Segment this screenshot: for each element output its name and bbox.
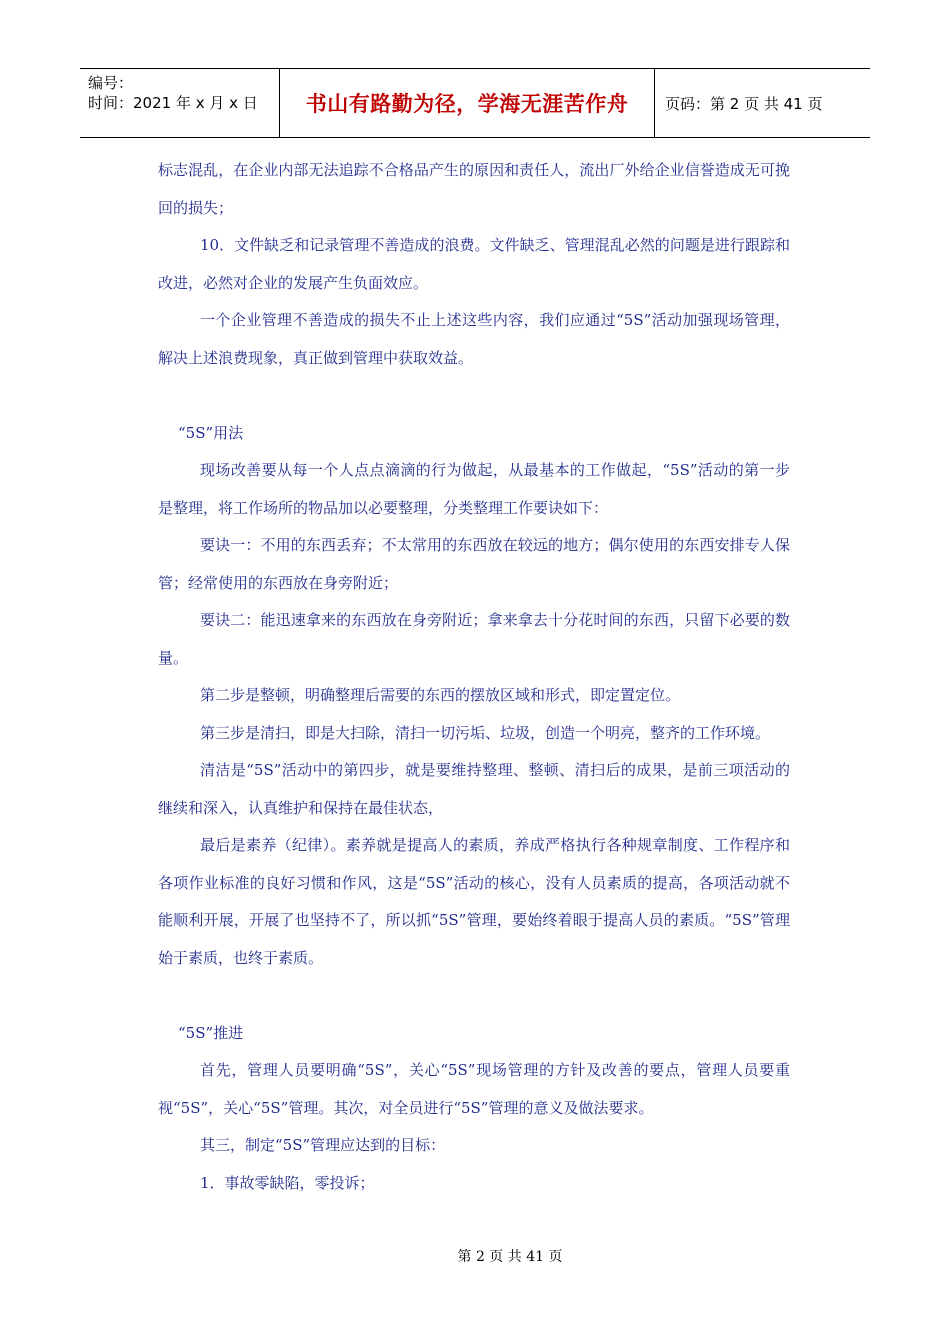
spacer [158,977,790,1015]
page-header [80,68,870,138]
paragraph: 要诀一：不用的东西丢弃；不太常用的东西放在较远的地方；偶尔使用的东西安排专人保管；经常使用的东西放在身旁附近； [158,536,790,592]
paragraph: 10．文件缺乏和记录管理不善造成的浪费。文件缺乏、管理混乱必然的问题是进行跟踪和改进，必然对企业的发展产生负面效应。 [158,236,790,292]
paragraph: 首先，管理人员要明确“5S”，关心“5S”现场管理的方针及改善的要点，管理人员要重视“5S”，关心“5S”管理。其次，对全员进行“5S”管理的意义及做法要求。 [158,1061,790,1117]
document-number-label: 编号： [88,74,134,92]
paragraph: 其三，制定“5S”管理应达到的目标： [200,1136,446,1154]
paragraph: 第三步是清扫，即是大扫除，清扫一切污垢、垃圾，创造一个明亮，整齐的工作环境。 [200,723,771,742]
paragraph: 标志混乱，在企业内部无法追踪不合格品产生的原因和责任人，流出厂外给企业信誉造成无可挽回的损失； [158,161,790,217]
spacer [158,377,790,415]
paragraph: 一个企业管理不善造成的损失不止上述这些内容，我们应通过“5S”活动加强现场管理，解决上述浪费现象，真正做到管理中获取效益。 [158,311,790,367]
paragraph: 现场改善要从每一个人点点滴滴的行为做起，从最基本的工作做起，“5S”活动的第一步是整理，将工作场所的物品加以必要整理，分类整理工作要诀如下： [158,461,790,517]
paragraph: 要诀二：能迅速拿来的东西放在身旁附近；拿来拿去十分花时间的东西，只留下必要的数量。 [158,611,790,667]
section-heading: “5S”推进 [178,1023,244,1042]
section-heading: “5S”用法 [178,423,244,442]
paragraph: 清洁是“5S”活动中的第四步，就是要维持整理、整顿、清扫后的成果，是前三项活动的继续和深入，认真维护和保持在最佳状态， [158,761,790,817]
document-time-label: 时间：2021 年 x 月 x 日 [88,94,258,112]
paragraph: 最后是素养（纪律）。素养就是提高人的素质，养成严格执行各种规章制度、工作程序和各项作业标准的良好习惯和作风，这是“5S”活动的核心，没有人员素质的提高，各项活动就不能顺利开展，开展了也坚持不了，所以抓“5S”管理，要始终着眼于提高人员的素质。“5S”管理始于素质，也终于素质。 [158,836,790,967]
page-footer: 第 2 页 共 41 页 [457,1249,563,1265]
paragraph: 第二步是整顿，明确整理后需要的东西的摆放区域和形式，即定置定位。 [200,686,681,704]
document-body [158,152,790,1202]
header-motto: 书山有路勤为径，学海无涯苦作舟 [280,69,655,137]
header-page-info: 页码：第 2 页 共 41 页 [665,94,823,113]
list-item: 1．事故零缺陷，零投诉； [200,1173,375,1192]
header-meta [80,69,280,137]
